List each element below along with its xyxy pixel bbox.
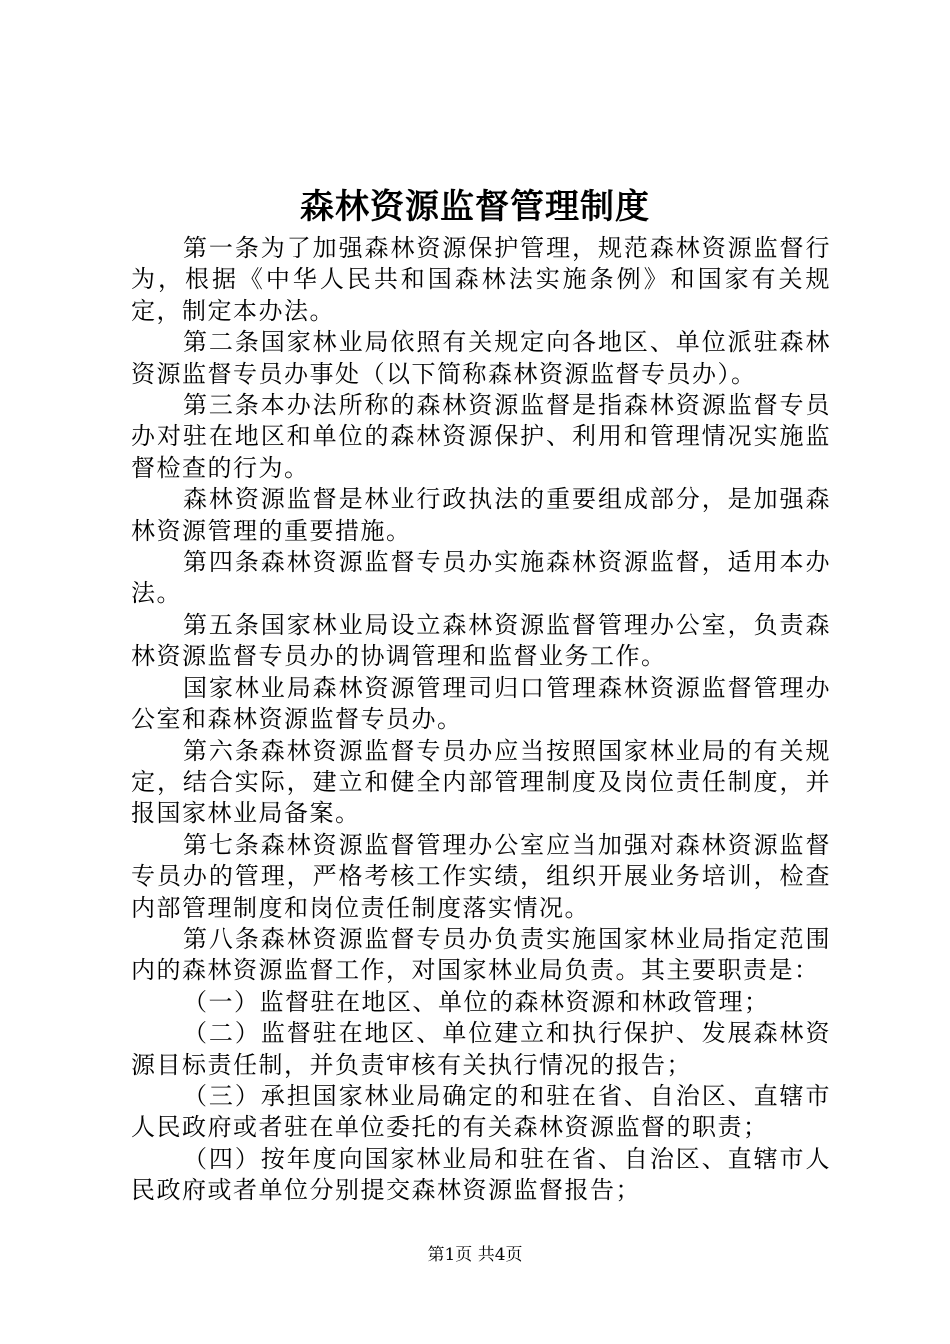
document-title: 森林资源监督管理制度 bbox=[300, 187, 650, 227]
paragraph-article-8: 第八条森林资源监督专员办负责实施国家林业局指定范围内的森林资源监督工作，对国家林业局负责。其主要职责是： bbox=[131, 924, 831, 985]
paragraph-article-5-note: 国家林业局森林资源管理司归口管理森林资源监督管理办公室和森林资源监督专员办。 bbox=[131, 673, 831, 734]
paragraph-duty-4: （四）按年度向国家林业局和驻在省、自治区、直辖市人民政府或者单位分别提交森林资源监督报告； bbox=[131, 1144, 831, 1205]
paragraph-article-7: 第七条森林资源监督管理办公室应当加强对森林资源监督专员办的管理，严格考核工作实绩，组织开展业务培训，检查内部管理制度和岗位责任制度落实情况。 bbox=[131, 830, 831, 922]
paragraph-article-6: 第六条森林资源监督专员办应当按照国家林业局的有关规定，结合实际，建立和健全内部管理制度及岗位责任制度，并报国家林业局备案。 bbox=[131, 736, 831, 828]
paragraph-article-1: 第一条为了加强森林资源保护管理，规范森林资源监督行为，根据《中华人民共和国森林法实施条例》和国家有关规定，制定本办法。 bbox=[131, 234, 831, 325]
paragraph-article-3: 第三条本办法所称的森林资源监督是指森林资源监督专员办对驻在地区和单位的森林资源保护、利用和管理情况实施监督检查的行为。 bbox=[131, 391, 831, 482]
paragraph-article-4: 第四条森林资源监督专员办实施森林资源监督，适用本办法。 bbox=[131, 548, 831, 608]
paragraph-duty-2: （二）监督驻在地区、单位建立和执行保护、发展森林资源目标责任制，并负责审核有关执行情况的报告； bbox=[131, 1019, 831, 1079]
page-footer: 第1页 共4页 bbox=[427, 1245, 523, 1265]
document-body bbox=[131, 233, 831, 1207]
paragraph-article-2: 第二条国家林业局依照有关规定向各地区、单位派驻森林资源监督专员办事处（以下简称森林资源监督专员办）。 bbox=[131, 328, 831, 388]
paragraph-duty-1: （一）监督驻在地区、单位的森林资源和林政管理； bbox=[183, 987, 770, 1016]
paragraph-article-5: 第五条国家林业局设立森林资源监督管理办公室，负责森林资源监督专员办的协调管理和监督业务工作。 bbox=[131, 610, 831, 671]
paragraph-article-3-note: 森林资源监督是林业行政执法的重要组成部分，是加强森林资源管理的重要措施。 bbox=[131, 485, 831, 545]
paragraph-duty-3: （三）承担国家林业局确定的和驻在省、自治区、直辖市人民政府或者驻在单位委托的有关森林资源监督的职责； bbox=[131, 1081, 831, 1142]
